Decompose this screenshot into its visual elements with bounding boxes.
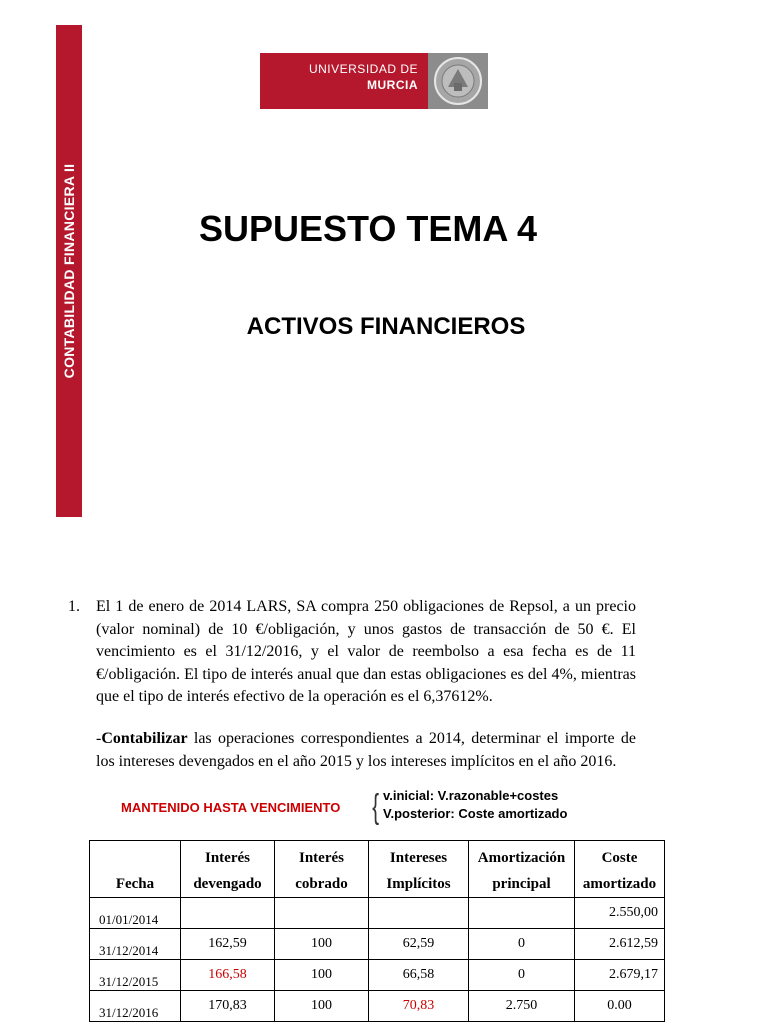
header-interes-cobrado: Interés cobrado (275, 841, 369, 898)
table-header-row (90, 841, 665, 898)
university-seal-icon (428, 53, 488, 109)
cell-amortizacion: 0 (469, 960, 575, 991)
logo-line-1: UNIVERSIDAD DE (308, 62, 418, 76)
header-fecha: Fecha (90, 841, 181, 898)
subsequent-value-note: V.posterior: Coste amortizado (383, 806, 568, 821)
table-row (90, 898, 665, 929)
page-subtitle: ACTIVOS FINANCIEROS (246, 313, 526, 340)
classification-brace: { (372, 788, 380, 826)
logo-line-2: MURCIA (367, 78, 418, 92)
cell-devengado: 162,59 (181, 929, 275, 960)
header-intereses-implicitos: Intereses Implícitos (369, 841, 469, 898)
sidebar-label: CONTABILIDAD FINANCIERA II (61, 163, 77, 379)
cell-devengado: 170,83 (181, 991, 275, 1022)
cell-coste: 2.679,17 (575, 960, 665, 991)
task-prefix: - (96, 730, 102, 747)
cell-cobrado: 100 (275, 929, 369, 960)
cell-implicitos: 62,59 (369, 929, 469, 960)
cell-cobrado: 100 (275, 991, 369, 1022)
header-coste-amortizado: Coste amortizado (575, 841, 665, 898)
header-interes-devengado: Interés devengado (181, 841, 275, 898)
cell-amortizacion: 2.750 (469, 991, 575, 1022)
amortization-table (89, 840, 665, 1022)
cell-date: 31/12/2014 (90, 929, 181, 960)
initial-value-note: v.inicial: V.razonable+costes (383, 788, 559, 803)
exercise-text: El 1 de enero de 2014 LARS, SA compra 250 obligaciones de Repsol, a un precio (valor nominal) de 10 €/obligación, y unos gastos de transacción de 50 €. El vencimiento es el 31/12/2016, y el valor de reembolso a esa fecha es de 11 €/obligación. El tipo de interés anual que dan estas obligaciones es del 4%, mientras que el tipo de interés efectivo de la operación es el 6,37612%. (96, 598, 636, 705)
cell-amortizacion: 0 (469, 929, 575, 960)
cell-devengado (181, 898, 275, 929)
university-logo (260, 53, 488, 109)
table-row (90, 991, 665, 1022)
exercise-task (96, 728, 636, 773)
exercise-number: 1. (68, 598, 80, 615)
cell-implicitos (369, 898, 469, 929)
cell-coste: 2.612,59 (575, 929, 665, 960)
exercise-statement (68, 596, 636, 709)
cell-date: 01/01/2014 (90, 898, 181, 929)
page-title: SUPUESTO TEMA 4 (198, 208, 538, 249)
cell-implicitos: 66,58 (369, 960, 469, 991)
cell-coste: 2.550,00 (575, 898, 665, 929)
cell-devengado: 166,58 (181, 960, 275, 991)
sidebar-banner (56, 25, 82, 517)
cell-date: 31/12/2015 (90, 960, 181, 991)
task-keyword: Contabilizar (101, 730, 188, 747)
cell-date: 31/12/2016 (90, 991, 181, 1022)
cell-cobrado: 100 (275, 960, 369, 991)
task-text: las operaciones correspondientes a 2014, determinar el importe de los intereses devengados en el año 2015 y los intereses implícitos en el año 2016. (96, 730, 636, 770)
cell-cobrado (275, 898, 369, 929)
table-row (90, 929, 665, 960)
cell-coste: 0.00 (575, 991, 665, 1022)
cell-implicitos: 70,83 (369, 991, 469, 1022)
cell-amortizacion (469, 898, 575, 929)
header-amortizacion-principal: Amortización principal (469, 841, 575, 898)
table-row (90, 960, 665, 991)
classification-label: MANTENIDO HASTA VENCIMIENTO (121, 800, 341, 815)
